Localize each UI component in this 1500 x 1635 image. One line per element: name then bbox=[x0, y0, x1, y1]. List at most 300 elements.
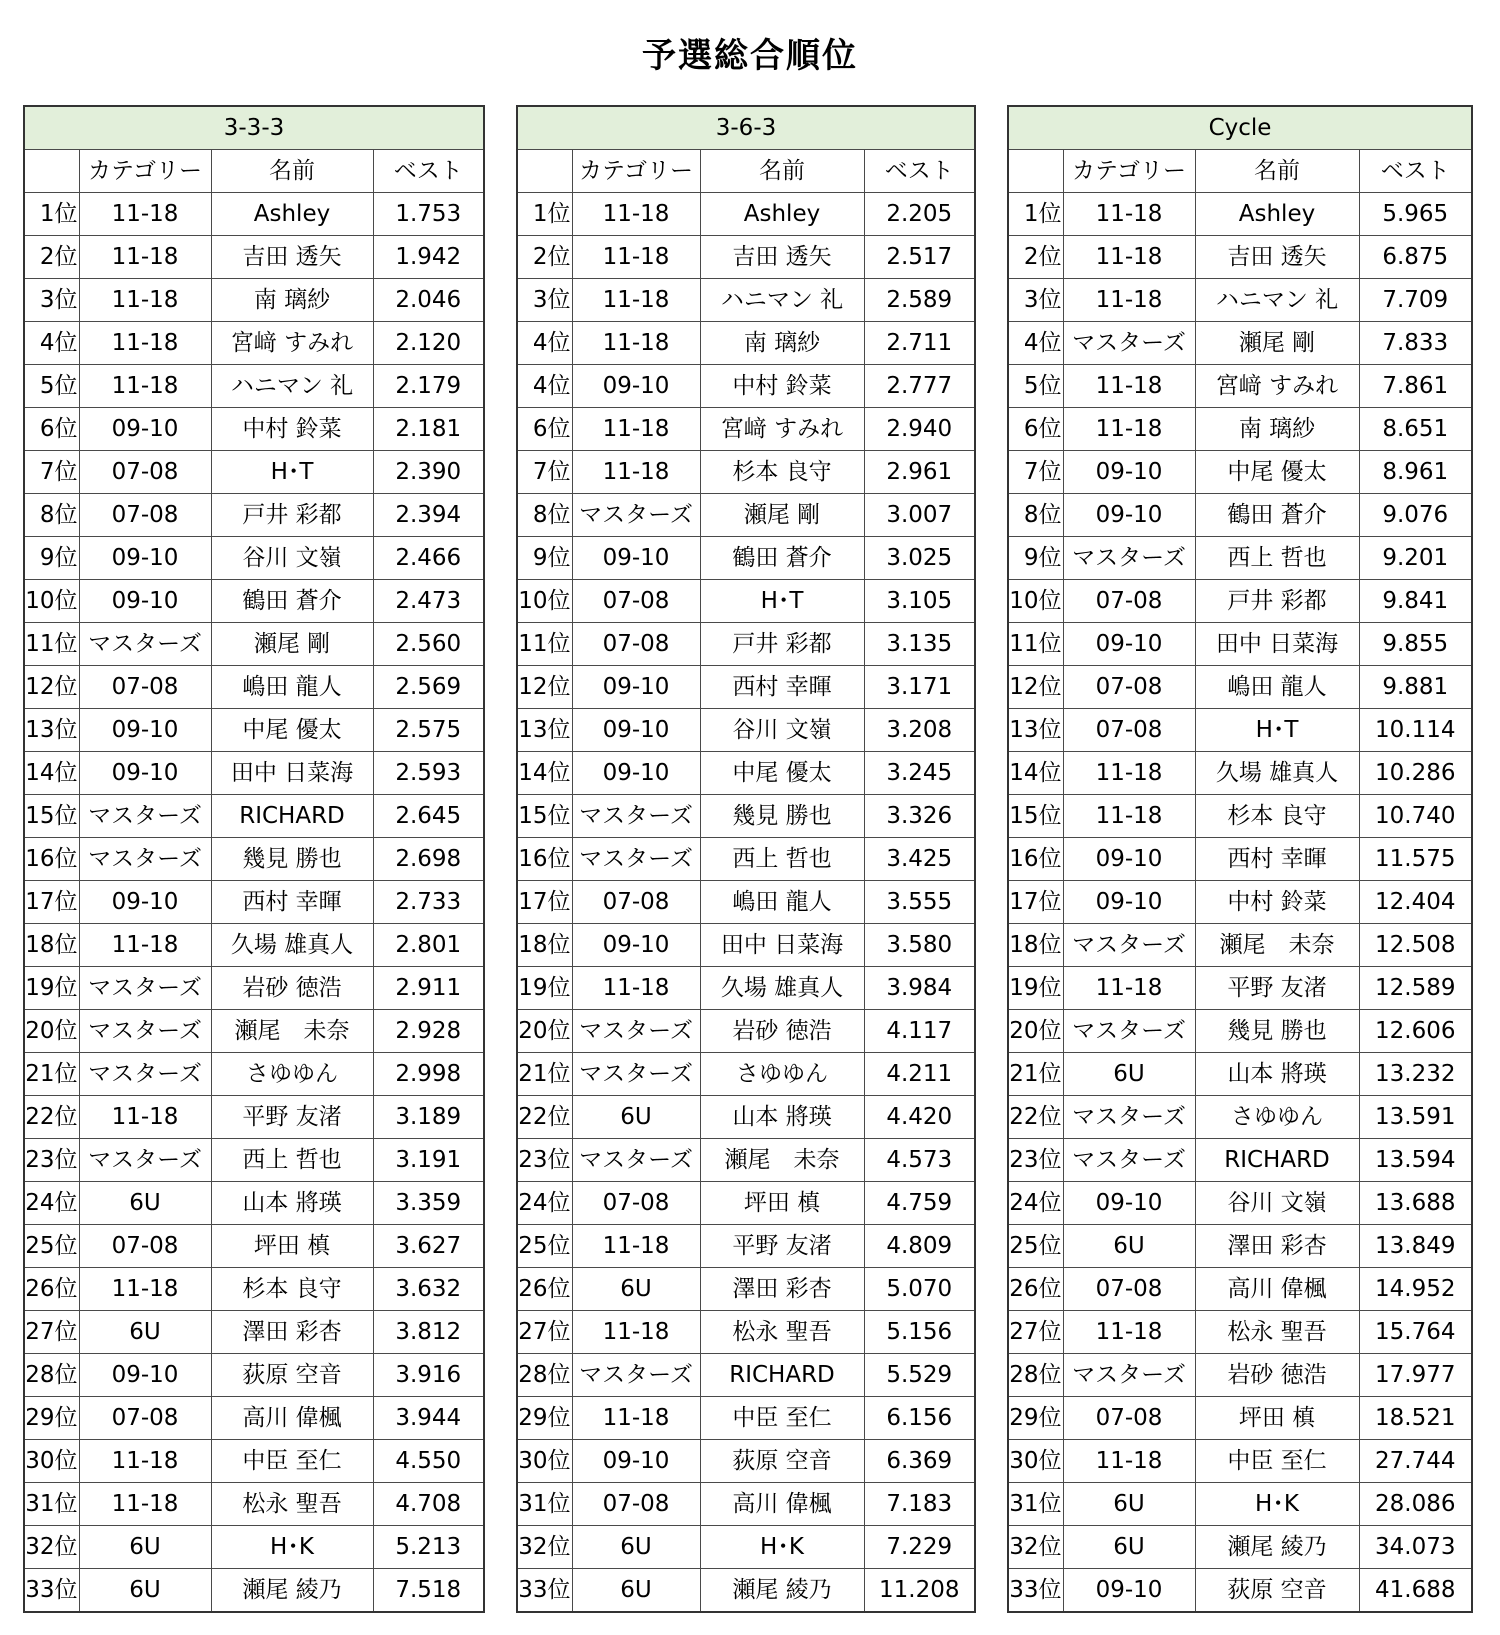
best-cell: 2.517 bbox=[864, 236, 975, 279]
rank-cell: 14位 bbox=[1008, 752, 1063, 795]
best-cell: 2.645 bbox=[373, 795, 484, 838]
rank-cell: 6位 bbox=[1008, 408, 1063, 451]
category-cell: 09-10 bbox=[572, 666, 700, 709]
best-cell: 7.833 bbox=[1359, 322, 1472, 365]
table-row bbox=[517, 451, 975, 494]
table-row bbox=[1008, 1053, 1472, 1096]
table-row bbox=[24, 1010, 484, 1053]
best-cell: 2.589 bbox=[864, 279, 975, 322]
rank-cell: 29位 bbox=[517, 1397, 572, 1440]
table-row bbox=[24, 1225, 484, 1268]
category-cell: マスターズ bbox=[1063, 1010, 1195, 1053]
name-cell: 久場 雄真人 bbox=[700, 967, 864, 1010]
name-cell: ハニマン 礼 bbox=[700, 279, 864, 322]
table-row bbox=[24, 236, 484, 279]
table-row bbox=[1008, 1440, 1472, 1483]
column-header-name: 名前 bbox=[211, 150, 373, 193]
rank-cell: 26位 bbox=[517, 1268, 572, 1311]
best-cell: 2.181 bbox=[373, 408, 484, 451]
category-cell: 6U bbox=[572, 1268, 700, 1311]
table-row bbox=[24, 709, 484, 752]
rank-cell: 27位 bbox=[517, 1311, 572, 1354]
rank-cell: 32位 bbox=[517, 1526, 572, 1569]
rank-cell: 19位 bbox=[1008, 967, 1063, 1010]
name-cell: 宮﨑 すみれ bbox=[700, 408, 864, 451]
rank-cell: 20位 bbox=[24, 1010, 79, 1053]
category-cell: 6U bbox=[79, 1182, 211, 1225]
category-cell: 6U bbox=[79, 1526, 211, 1569]
name-cell: 西上 哲也 bbox=[211, 1139, 373, 1182]
name-cell: 澤田 彩杏 bbox=[1195, 1225, 1359, 1268]
name-cell: 南 璃紗 bbox=[211, 279, 373, 322]
category-cell: 6U bbox=[572, 1526, 700, 1569]
table-row bbox=[517, 236, 975, 279]
table-row bbox=[1008, 881, 1472, 924]
rank-cell: 21位 bbox=[1008, 1053, 1063, 1096]
category-cell: 11-18 bbox=[572, 1311, 700, 1354]
name-cell: 平野 友渚 bbox=[700, 1225, 864, 1268]
best-cell: 2.205 bbox=[864, 193, 975, 236]
category-cell: 6U bbox=[1063, 1225, 1195, 1268]
best-cell: 2.928 bbox=[373, 1010, 484, 1053]
rank-cell: 22位 bbox=[517, 1096, 572, 1139]
category-cell: 11-18 bbox=[572, 1397, 700, 1440]
category-cell: 07-08 bbox=[1063, 666, 1195, 709]
table-row bbox=[24, 279, 484, 322]
name-cell: さゆゆん bbox=[1195, 1096, 1359, 1139]
best-cell: 1.753 bbox=[373, 193, 484, 236]
best-cell: 3.425 bbox=[864, 838, 975, 881]
best-cell: 3.191 bbox=[373, 1139, 484, 1182]
name-cell: 坪田 槙 bbox=[1195, 1397, 1359, 1440]
best-cell: 3.007 bbox=[864, 494, 975, 537]
name-cell: さゆゆん bbox=[211, 1053, 373, 1096]
column-header-category: カテゴリー bbox=[79, 150, 211, 193]
category-cell: マスターズ bbox=[572, 795, 700, 838]
rank-cell: 11位 bbox=[1008, 623, 1063, 666]
category-cell: 11-18 bbox=[572, 236, 700, 279]
name-cell: ハニマン 礼 bbox=[1195, 279, 1359, 322]
table-row bbox=[517, 752, 975, 795]
category-cell: 07-08 bbox=[572, 1483, 700, 1526]
category-cell: マスターズ bbox=[572, 494, 700, 537]
best-cell: 3.555 bbox=[864, 881, 975, 924]
best-cell: 4.550 bbox=[373, 1440, 484, 1483]
rank-cell: 14位 bbox=[24, 752, 79, 795]
rank-cell: 33位 bbox=[24, 1569, 79, 1613]
category-cell: マスターズ bbox=[1063, 1096, 1195, 1139]
name-cell: 田中 日菜海 bbox=[211, 752, 373, 795]
best-cell: 17.977 bbox=[1359, 1354, 1472, 1397]
best-cell: 14.952 bbox=[1359, 1268, 1472, 1311]
rank-cell: 1位 bbox=[517, 193, 572, 236]
name-cell: 宮﨑 すみれ bbox=[211, 322, 373, 365]
name-cell: 中村 鈴菜 bbox=[700, 365, 864, 408]
best-cell: 7.518 bbox=[373, 1569, 484, 1613]
category-cell: 07-08 bbox=[572, 623, 700, 666]
category-cell: マスターズ bbox=[1063, 924, 1195, 967]
table-section-title: Cycle bbox=[1008, 106, 1472, 150]
name-cell: Ashley bbox=[211, 193, 373, 236]
column-header-best: ベスト bbox=[1359, 150, 1472, 193]
table-row bbox=[517, 1397, 975, 1440]
column-header-category: カテゴリー bbox=[1063, 150, 1195, 193]
table-row bbox=[517, 838, 975, 881]
name-cell: H･T bbox=[700, 580, 864, 623]
best-cell: 9.841 bbox=[1359, 580, 1472, 623]
best-cell: 2.593 bbox=[373, 752, 484, 795]
rank-cell: 6位 bbox=[517, 408, 572, 451]
category-cell: マスターズ bbox=[572, 1354, 700, 1397]
rank-cell: 27位 bbox=[24, 1311, 79, 1354]
name-cell: 澤田 彩杏 bbox=[211, 1311, 373, 1354]
best-cell: 13.591 bbox=[1359, 1096, 1472, 1139]
name-cell: RICHARD bbox=[211, 795, 373, 838]
category-cell: 11-18 bbox=[1063, 752, 1195, 795]
category-cell: マスターズ bbox=[79, 967, 211, 1010]
best-cell: 3.916 bbox=[373, 1354, 484, 1397]
rank-cell: 4位 bbox=[1008, 322, 1063, 365]
name-cell: H･T bbox=[1195, 709, 1359, 752]
name-cell: 谷川 文嶺 bbox=[211, 537, 373, 580]
category-cell: 11-18 bbox=[1063, 408, 1195, 451]
rank-cell: 30位 bbox=[24, 1440, 79, 1483]
best-cell: 2.466 bbox=[373, 537, 484, 580]
best-cell: 7.861 bbox=[1359, 365, 1472, 408]
best-cell: 3.171 bbox=[864, 666, 975, 709]
name-cell: 岩砂 徳浩 bbox=[700, 1010, 864, 1053]
rank-cell: 10位 bbox=[1008, 580, 1063, 623]
name-cell: 幾見 勝也 bbox=[1195, 1010, 1359, 1053]
rank-cell: 32位 bbox=[24, 1526, 79, 1569]
best-cell: 3.944 bbox=[373, 1397, 484, 1440]
column-header-best: ベスト bbox=[373, 150, 484, 193]
table-row bbox=[24, 408, 484, 451]
column-header-name: 名前 bbox=[700, 150, 864, 193]
best-cell: 7.229 bbox=[864, 1526, 975, 1569]
category-cell: 11-18 bbox=[79, 322, 211, 365]
best-cell: 4.809 bbox=[864, 1225, 975, 1268]
table-row bbox=[24, 494, 484, 537]
rank-cell: 10位 bbox=[24, 580, 79, 623]
rank-cell: 31位 bbox=[1008, 1483, 1063, 1526]
best-cell: 6.156 bbox=[864, 1397, 975, 1440]
best-cell: 2.698 bbox=[373, 838, 484, 881]
best-cell: 3.632 bbox=[373, 1268, 484, 1311]
table-row bbox=[24, 1440, 484, 1483]
category-cell: 11-18 bbox=[572, 193, 700, 236]
best-cell: 10.286 bbox=[1359, 752, 1472, 795]
rank-cell: 17位 bbox=[24, 881, 79, 924]
category-cell: 07-08 bbox=[1063, 1397, 1195, 1440]
best-cell: 13.849 bbox=[1359, 1225, 1472, 1268]
table-row bbox=[517, 1225, 975, 1268]
name-cell: 戸井 彩都 bbox=[211, 494, 373, 537]
table-row bbox=[1008, 1010, 1472, 1053]
category-cell: 07-08 bbox=[1063, 580, 1195, 623]
rank-cell: 12位 bbox=[1008, 666, 1063, 709]
name-cell: 高川 偉楓 bbox=[1195, 1268, 1359, 1311]
category-cell: 11-18 bbox=[1063, 1311, 1195, 1354]
name-cell: 澤田 彩杏 bbox=[700, 1268, 864, 1311]
best-cell: 12.508 bbox=[1359, 924, 1472, 967]
table-row bbox=[24, 666, 484, 709]
category-cell: 11-18 bbox=[572, 322, 700, 365]
page-title: 予選総合順位 bbox=[642, 36, 858, 76]
category-cell: 07-08 bbox=[79, 1397, 211, 1440]
table-row bbox=[517, 580, 975, 623]
name-cell: 嶋田 龍人 bbox=[1195, 666, 1359, 709]
name-cell: 鶴田 蒼介 bbox=[700, 537, 864, 580]
name-cell: さゆゆん bbox=[700, 1053, 864, 1096]
best-cell: 18.521 bbox=[1359, 1397, 1472, 1440]
category-cell: 11-18 bbox=[572, 967, 700, 1010]
category-cell: 11-18 bbox=[572, 408, 700, 451]
name-cell: 戸井 彩都 bbox=[1195, 580, 1359, 623]
table-row bbox=[1008, 1311, 1472, 1354]
name-cell: Ashley bbox=[1195, 193, 1359, 236]
rank-cell: 3位 bbox=[517, 279, 572, 322]
name-cell: 中臣 至仁 bbox=[211, 1440, 373, 1483]
category-cell: 09-10 bbox=[572, 924, 700, 967]
rank-cell: 26位 bbox=[1008, 1268, 1063, 1311]
table-row bbox=[517, 537, 975, 580]
name-cell: 瀬尾 綾乃 bbox=[211, 1569, 373, 1613]
category-cell: 11-18 bbox=[79, 279, 211, 322]
category-cell: 09-10 bbox=[79, 580, 211, 623]
best-cell: 2.390 bbox=[373, 451, 484, 494]
best-cell: 2.575 bbox=[373, 709, 484, 752]
name-cell: 瀬尾 剛 bbox=[1195, 322, 1359, 365]
best-cell: 3.245 bbox=[864, 752, 975, 795]
best-cell: 5.156 bbox=[864, 1311, 975, 1354]
rank-cell: 9位 bbox=[24, 537, 79, 580]
table-row bbox=[517, 623, 975, 666]
table-row bbox=[24, 881, 484, 924]
name-cell: 西村 幸暉 bbox=[211, 881, 373, 924]
rank-cell: 4位 bbox=[517, 322, 572, 365]
table-row bbox=[1008, 236, 1472, 279]
rank-cell: 31位 bbox=[517, 1483, 572, 1526]
rank-cell: 23位 bbox=[24, 1139, 79, 1182]
table-row bbox=[24, 1397, 484, 1440]
table-row bbox=[24, 1182, 484, 1225]
rank-cell: 21位 bbox=[24, 1053, 79, 1096]
table-row bbox=[517, 494, 975, 537]
table-row bbox=[1008, 494, 1472, 537]
name-cell: 久場 雄真人 bbox=[1195, 752, 1359, 795]
rank-cell: 18位 bbox=[24, 924, 79, 967]
table-row bbox=[517, 1569, 975, 1613]
best-cell: 5.213 bbox=[373, 1526, 484, 1569]
category-cell: マスターズ bbox=[1063, 537, 1195, 580]
name-cell: 瀬尾 綾乃 bbox=[1195, 1526, 1359, 1569]
best-cell: 11.575 bbox=[1359, 838, 1472, 881]
category-cell: 11-18 bbox=[1063, 795, 1195, 838]
best-cell: 2.801 bbox=[373, 924, 484, 967]
name-cell: 瀬尾 未奈 bbox=[700, 1139, 864, 1182]
name-cell: 西上 哲也 bbox=[700, 838, 864, 881]
rank-cell: 13位 bbox=[1008, 709, 1063, 752]
name-cell: 西上 哲也 bbox=[1195, 537, 1359, 580]
name-cell: 谷川 文嶺 bbox=[700, 709, 864, 752]
category-cell: 09-10 bbox=[79, 752, 211, 795]
best-cell: 4.211 bbox=[864, 1053, 975, 1096]
ranking-table-363 bbox=[516, 105, 976, 1613]
category-cell: 07-08 bbox=[572, 1182, 700, 1225]
name-cell: 荻原 空音 bbox=[1195, 1569, 1359, 1613]
rank-cell: 2位 bbox=[1008, 236, 1063, 279]
table-row bbox=[1008, 408, 1472, 451]
best-cell: 3.984 bbox=[864, 967, 975, 1010]
best-cell: 3.135 bbox=[864, 623, 975, 666]
name-cell: 南 璃紗 bbox=[700, 322, 864, 365]
rank-cell: 32位 bbox=[1008, 1526, 1063, 1569]
ranking-table-333 bbox=[23, 105, 485, 1613]
name-cell: 西村 幸暉 bbox=[700, 666, 864, 709]
table-row bbox=[1008, 1354, 1472, 1397]
rank-cell: 28位 bbox=[517, 1354, 572, 1397]
category-cell: マスターズ bbox=[79, 1139, 211, 1182]
table-row bbox=[24, 537, 484, 580]
header-row bbox=[517, 150, 975, 193]
table-section-title: 3-6-3 bbox=[517, 106, 975, 150]
rank-cell: 8位 bbox=[24, 494, 79, 537]
rank-cell: 33位 bbox=[517, 1569, 572, 1613]
name-cell: 戸井 彩都 bbox=[700, 623, 864, 666]
name-cell: 坪田 槙 bbox=[211, 1225, 373, 1268]
category-cell: 09-10 bbox=[1063, 494, 1195, 537]
rank-cell: 16位 bbox=[24, 838, 79, 881]
category-cell: 6U bbox=[1063, 1526, 1195, 1569]
rank-cell: 27位 bbox=[1008, 1311, 1063, 1354]
best-cell: 3.105 bbox=[864, 580, 975, 623]
column-header-category: カテゴリー bbox=[572, 150, 700, 193]
header-row bbox=[24, 150, 484, 193]
table-row bbox=[24, 1311, 484, 1354]
name-cell: 杉本 良守 bbox=[700, 451, 864, 494]
column-header-rank bbox=[517, 150, 572, 193]
category-cell: 07-08 bbox=[572, 580, 700, 623]
rank-cell: 9位 bbox=[1008, 537, 1063, 580]
rank-cell: 3位 bbox=[24, 279, 79, 322]
name-cell: 中尾 優太 bbox=[211, 709, 373, 752]
column-header-rank bbox=[1008, 150, 1063, 193]
table-row bbox=[1008, 1526, 1472, 1569]
name-cell: 瀬尾 剛 bbox=[211, 623, 373, 666]
table-row bbox=[1008, 1096, 1472, 1139]
table-row bbox=[24, 1096, 484, 1139]
best-cell: 34.073 bbox=[1359, 1526, 1472, 1569]
category-cell: 11-18 bbox=[1063, 365, 1195, 408]
rank-cell: 2位 bbox=[517, 236, 572, 279]
table-row bbox=[1008, 1268, 1472, 1311]
table-row bbox=[1008, 924, 1472, 967]
rank-cell: 4位 bbox=[517, 365, 572, 408]
best-cell: 9.201 bbox=[1359, 537, 1472, 580]
ranking-table-cycle bbox=[1007, 105, 1473, 1613]
name-cell: RICHARD bbox=[700, 1354, 864, 1397]
category-cell: 6U bbox=[1063, 1483, 1195, 1526]
name-cell: H･T bbox=[211, 451, 373, 494]
category-cell: 09-10 bbox=[1063, 881, 1195, 924]
rank-cell: 12位 bbox=[24, 666, 79, 709]
best-cell: 13.594 bbox=[1359, 1139, 1472, 1182]
table-row bbox=[517, 1182, 975, 1225]
category-cell: 09-10 bbox=[79, 1354, 211, 1397]
table-row bbox=[24, 193, 484, 236]
name-cell: 松永 聖吾 bbox=[211, 1483, 373, 1526]
best-cell: 2.560 bbox=[373, 623, 484, 666]
category-cell: 09-10 bbox=[572, 1440, 700, 1483]
category-cell: 09-10 bbox=[79, 881, 211, 924]
table-row bbox=[1008, 1225, 1472, 1268]
table-row bbox=[517, 1440, 975, 1483]
table-row bbox=[1008, 322, 1472, 365]
table-row bbox=[517, 881, 975, 924]
table-row bbox=[517, 408, 975, 451]
best-cell: 4.420 bbox=[864, 1096, 975, 1139]
rank-cell: 9位 bbox=[517, 537, 572, 580]
best-cell: 3.025 bbox=[864, 537, 975, 580]
best-cell: 2.733 bbox=[373, 881, 484, 924]
rank-cell: 19位 bbox=[24, 967, 79, 1010]
category-cell: 09-10 bbox=[1063, 838, 1195, 881]
name-cell: 松永 聖吾 bbox=[1195, 1311, 1359, 1354]
category-cell: 11-18 bbox=[79, 236, 211, 279]
table-row bbox=[1008, 1483, 1472, 1526]
category-cell: 11-18 bbox=[79, 193, 211, 236]
category-cell: 11-18 bbox=[1063, 279, 1195, 322]
table-row bbox=[24, 924, 484, 967]
best-cell: 9.076 bbox=[1359, 494, 1472, 537]
rank-cell: 16位 bbox=[1008, 838, 1063, 881]
table-row bbox=[517, 1526, 975, 1569]
rank-cell: 15位 bbox=[24, 795, 79, 838]
best-cell: 1.942 bbox=[373, 236, 484, 279]
best-cell: 7.709 bbox=[1359, 279, 1472, 322]
rank-cell: 22位 bbox=[1008, 1096, 1063, 1139]
name-cell: 嶋田 龍人 bbox=[700, 881, 864, 924]
best-cell: 4.708 bbox=[373, 1483, 484, 1526]
name-cell: 荻原 空音 bbox=[700, 1440, 864, 1483]
best-cell: 6.875 bbox=[1359, 236, 1472, 279]
table-row bbox=[517, 795, 975, 838]
best-cell: 3.208 bbox=[864, 709, 975, 752]
best-cell: 2.473 bbox=[373, 580, 484, 623]
rank-cell: 11位 bbox=[24, 623, 79, 666]
name-cell: 中臣 至仁 bbox=[1195, 1440, 1359, 1483]
name-cell: 山本 將瑛 bbox=[700, 1096, 864, 1139]
table-row bbox=[517, 1010, 975, 1053]
rank-cell: 25位 bbox=[517, 1225, 572, 1268]
category-cell: 09-10 bbox=[572, 365, 700, 408]
table-row bbox=[1008, 193, 1472, 236]
best-cell: 9.855 bbox=[1359, 623, 1472, 666]
name-cell: 中臣 至仁 bbox=[700, 1397, 864, 1440]
table-row bbox=[1008, 838, 1472, 881]
rank-cell: 6位 bbox=[24, 408, 79, 451]
table-row bbox=[1008, 1139, 1472, 1182]
rank-cell: 18位 bbox=[1008, 924, 1063, 967]
best-cell: 3.627 bbox=[373, 1225, 484, 1268]
category-cell: 11-18 bbox=[79, 1483, 211, 1526]
rank-cell: 23位 bbox=[1008, 1139, 1063, 1182]
best-cell: 7.183 bbox=[864, 1483, 975, 1526]
rank-cell: 24位 bbox=[517, 1182, 572, 1225]
rank-cell: 20位 bbox=[517, 1010, 572, 1053]
name-cell: 平野 友渚 bbox=[1195, 967, 1359, 1010]
